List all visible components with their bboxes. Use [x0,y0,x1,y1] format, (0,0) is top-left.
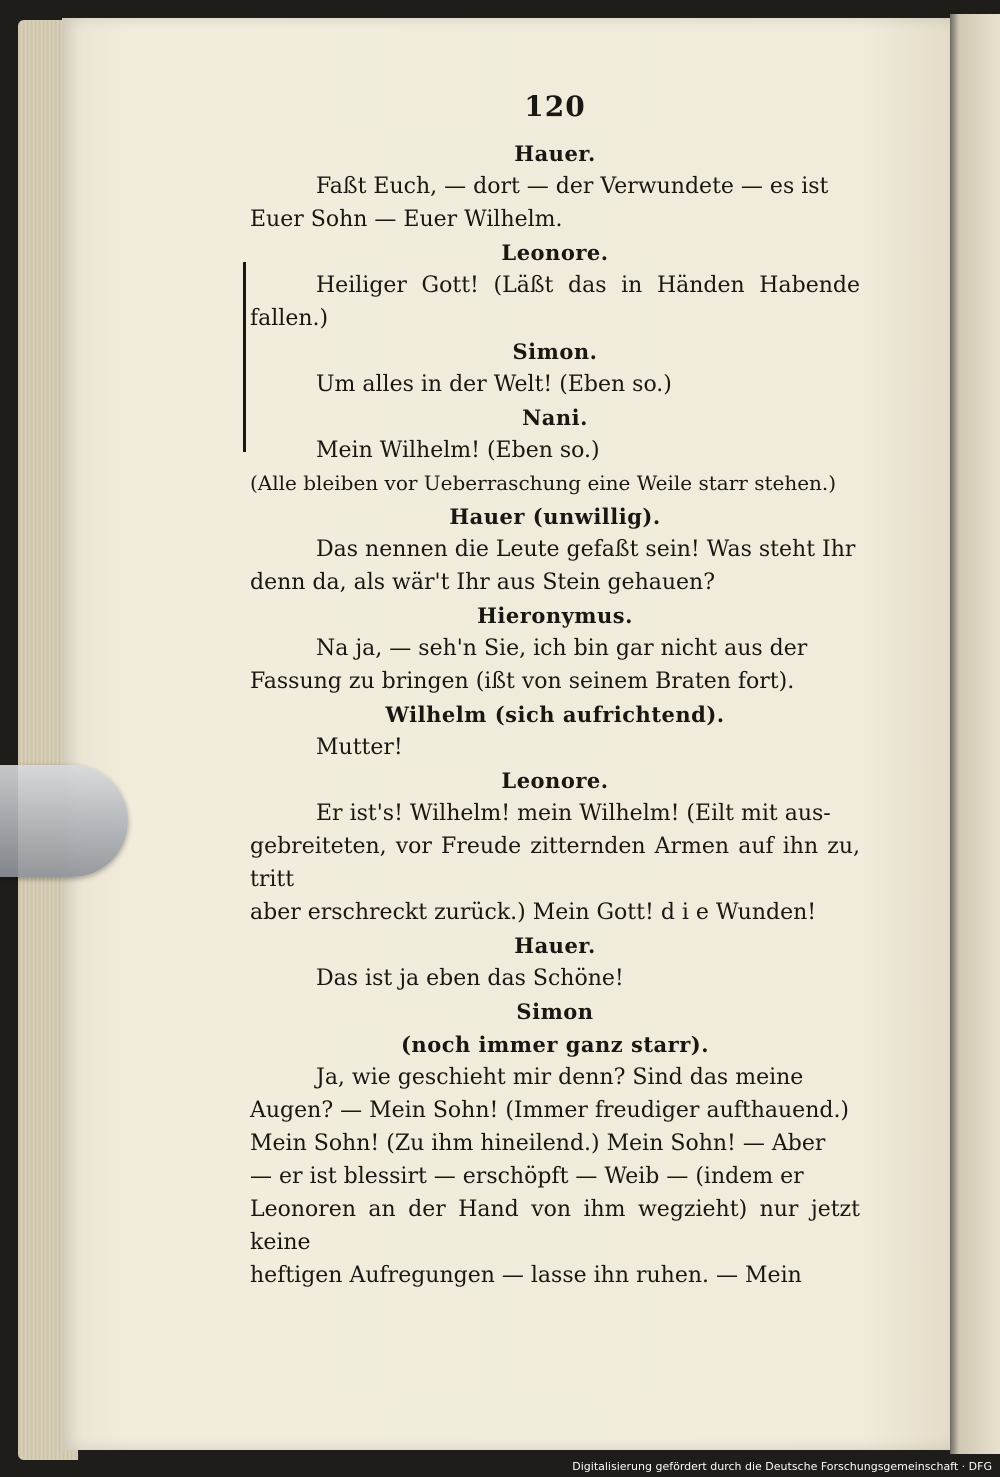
text-line: Leonoren an der Hand von ihm wegzieht) nur jetzt keine [250,1197,860,1255]
dfg-footer: Digitalisierung gefördert durch die Deutsche Forschungsgemeinschaft · DFG [572,1460,992,1473]
speaker-name: Nani. [522,405,588,430]
text-line: Fassung zu bringen (ißt von seinem Braten fort). [250,669,795,694]
adjacent-page [950,14,1000,1454]
text-line: heftigen Aufregungen — lasse ihn ruhen. — Mein [250,1263,802,1288]
text-line: Heiliger Gott! (Läßt das in Händen Habende fallen.) [250,273,860,331]
text-line: denn da, als wär't Ihr aus Stein gehauen? [250,570,716,595]
page-number: 120 [524,90,586,123]
text-lines [250,137,860,1292]
text-line: (Alle bleiben vor Ueberraschung eine Weile starr stehen.) [250,471,837,495]
page-clip [0,765,128,877]
text-line: Um alles in der Welt! (Eben so.) [316,372,672,397]
text-line: Mutter! [316,735,403,760]
text-line: — er ist blessirt — erschöpft — Weib — (indem er [250,1164,804,1189]
speaker-name: Simon. [512,339,598,364]
speaker-name: Simon [516,999,594,1024]
speaker-name: Hauer. [514,933,596,958]
page-content [250,90,860,1292]
text-line: Er ist's! Wilhelm! mein Wilhelm! (Eilt mit aus- [316,801,831,826]
speaker-name: Leonore. [501,768,609,793]
text-line: Das ist ja eben das Schöne! [316,966,624,991]
speaker-name: (noch immer ganz starr). [400,1032,710,1057]
speaker-name: Hauer. [514,141,596,166]
text-line: Augen? — Mein Sohn! (Immer freudiger aufthauend.) [250,1098,850,1123]
speaker-name: Hieronymus. [477,603,633,628]
speaker-name: Wilhelm (sich aufrichtend). [385,702,725,727]
text-line: gebreiteten, vor Freude zitternden Armen auf ihn zu, tritt [250,834,860,892]
text-line: Faßt Euch, — dort — der Verwundete — es ist [316,174,829,199]
text-line: Mein Sohn! (Zu ihm hineilend.) Mein Sohn! — Aber [250,1131,826,1156]
text-line: Das nennen die Leute gefaßt sein! Was steht Ihr [316,537,856,562]
speaker-name: Hauer (unwillig). [449,504,661,529]
text-line: Na ja, — seh'n Sie, ich bin gar nicht aus der [316,636,808,661]
text-line: Ja, wie geschieht mir denn? Sind das meine [316,1065,804,1090]
speaker-name: Leonore. [501,240,609,265]
text-line: Euer Sohn — Euer Wilhelm. [250,207,563,232]
text-line: aber erschreckt zurück.) Mein Gott! d i e Wunden! [250,900,817,925]
text-line: Mein Wilhelm! (Eben so.) [316,438,600,463]
